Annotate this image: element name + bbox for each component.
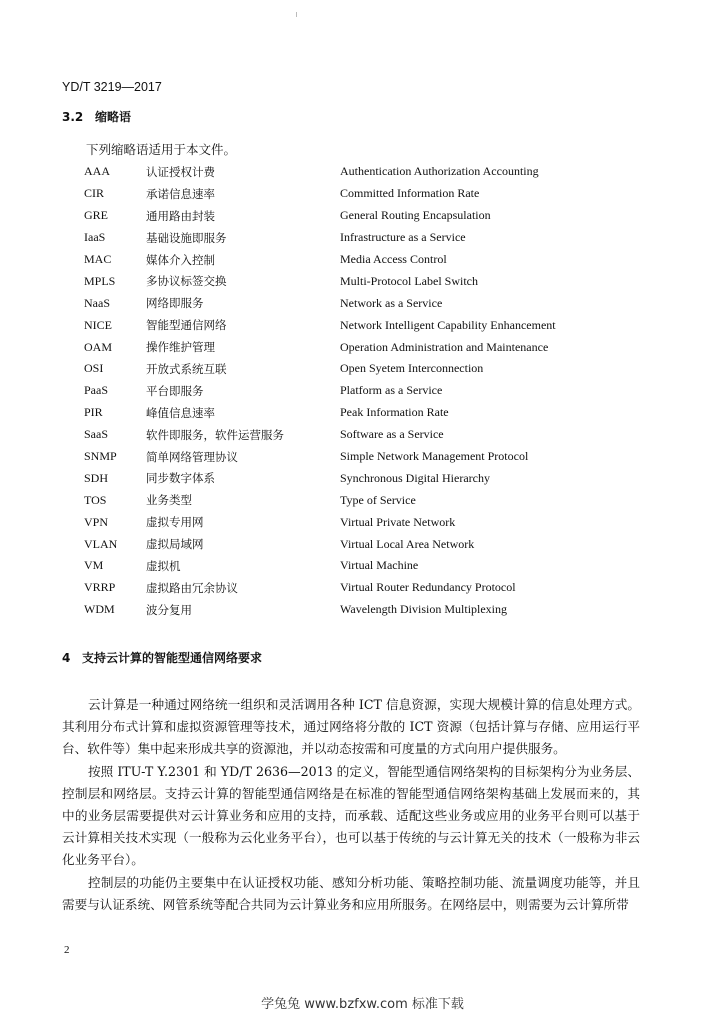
abbreviation-chinese: 波分复用 [146,602,192,617]
abbreviation-row [84,358,556,380]
abbreviation-english: Virtual Local Area Network [340,536,475,551]
abbreviation-term: IaaS [84,230,106,245]
abbreviation-term: MAC [84,252,112,266]
abbreviation-english: Network as a Service [340,295,443,310]
abbreviation-english: Committed Information Rate [340,186,480,201]
section-3-2-heading [62,108,131,125]
abbreviation-chinese: 峰值信息速率 [146,405,215,420]
abbreviation-row [84,205,556,227]
abbreviation-row [84,511,556,533]
abbreviation-english: Infrastructure as a Service [340,230,466,245]
section-number: 3.2 [62,110,84,124]
section-number: 4 [62,651,71,665]
abbreviation-row [84,270,556,292]
abbreviation-term: GRE [84,208,108,223]
abbreviation-term: PaaS [84,383,108,398]
abbreviation-term: SaaS [84,427,108,442]
abbreviation-chinese: 认证授权计费 [146,164,215,179]
abbreviation-english: Virtual Private Network [340,514,456,529]
abbreviation-chinese: 虚拟路由冗余协议 [146,580,238,595]
abbreviation-row [84,249,556,271]
abbreviation-term: AAA [84,164,110,179]
paragraph: 控制层的功能仍主要集中在认证授权功能、感知分析功能、策略控制功能、流量调度功能等，并且需要与认证系统、网管系统等配合共同为云计算业务和应用所服务。在网络层中，则需要为云计算所带 [62,874,640,912]
abbreviation-chinese: 业务类型 [146,493,192,508]
abbreviation-english: Wavelength Division Multiplexing [340,602,508,617]
abbreviation-english: Simple Network Management Protocol [340,449,529,464]
abbreviation-row [84,599,556,621]
abbreviation-term: TOS [84,492,107,507]
scan-mark [296,12,297,17]
abbreviation-english: Synchronous Digital Hierarchy [340,470,490,485]
watermark-footer: 学兔兔 www.bzfxw.com 标准下载 [261,997,464,1012]
abbreviation-english: Platform as a Service [340,383,443,398]
section-4-body [62,694,640,916]
abbreviation-english: Open Syetem Interconnection [340,361,484,376]
abbreviation-row [84,533,556,555]
abbreviation-term: NICE [84,317,112,332]
abbreviation-row [84,336,556,358]
abbreviation-chinese: 虚拟专用网 [146,515,204,530]
abbreviation-term: MPLS [84,273,116,288]
abbreviation-chinese: 软件即服务，软件运营服务 [146,427,284,442]
abbreviation-chinese: 虚拟局域网 [146,537,204,552]
abbreviation-row [84,555,556,577]
abbreviation-term: SNMP [84,449,117,464]
abbreviation-row [84,402,556,424]
abbreviation-english: Authentication Authorization Accounting [340,164,539,179]
abbreviation-chinese: 同步数字体系 [146,471,215,486]
abbreviation-row [84,489,556,511]
abbreviation-term: OSI [84,361,104,376]
paragraph: 按照 ITU-T Y.2301 和 YD/T 2636—2013 的定义，智能型通信网络架构的目标架构分为业务层、控制层和网络层。支持云计算的智能型通信网络是在标准的智能型通信网络架构基础上发展而来的，其中的业务层需要提供对云计算业务和应用的支持，而承载、适配这些业务或应用的业务平台则可以基于云计算相关技术实现（一般称为云化业务平台），也可以基于传统的与云计算无关的技术（一般称为非云化业务平台）。 [62,763,640,868]
abbreviation-term: NaaS [84,295,110,310]
abbreviation-english: Type of Service [340,492,416,507]
abbreviation-chinese: 智能型通信网络 [146,318,227,333]
abbreviation-english: Software as a Service [340,427,444,442]
abbreviation-row [84,446,556,468]
abbreviation-chinese: 网络即服务 [146,296,204,311]
abbreviation-english: Peak Information Rate [340,405,449,420]
abbreviation-chinese: 操作维护管理 [146,340,215,355]
abbreviation-row [84,577,556,599]
abbreviation-english: Virtual Machine [340,558,419,573]
abbreviation-english: Multi-Protocol Label Switch [340,273,478,288]
abbreviation-chinese: 媒体介入控制 [146,252,215,267]
abbreviation-term: VRRP [84,580,116,595]
abbreviation-term: VPN [84,514,109,529]
section-title: 支持云计算的智能型通信网络要求 [82,651,263,665]
abbreviation-row [84,314,556,336]
abbreviation-term: VM [84,558,104,573]
document-code: YD/T 3219—2017 [62,80,162,94]
abbreviation-row [84,380,556,402]
abbreviation-chinese: 开放式系统互联 [146,361,227,376]
abbreviation-chinese: 承诺信息速率 [146,186,215,201]
section-intro: 下列缩略语适用于本文件。 [86,142,237,157]
page-number: 2 [64,944,70,956]
abbreviation-chinese: 简单网络管理协议 [146,449,238,464]
abbreviation-term: VLAN [84,536,118,551]
abbreviation-term: PIR [84,405,103,420]
section-4-heading [62,649,262,666]
paragraph: 云计算是一种通过网络统一组织和灵活调用各种 ICT 信息资源，实现大规模计算的信息处理方式。其利用分布式计算和虚拟资源管理等技术，通过网络将分散的 ICT 资源（包括计算与存储、应用运行平台、软件等）集中起来形成共享的资源池，并以动态按需和可度量的方式向用户提供服务。 [62,697,640,757]
abbreviation-table [84,161,556,621]
abbreviation-term: CIR [84,186,105,201]
abbreviation-chinese: 基础设施即服务 [146,230,227,245]
abbreviation-row [84,161,556,183]
abbreviation-english: Virtual Router Redundancy Protocol [340,580,516,595]
abbreviation-term: SDH [84,470,109,485]
section-title: 缩略语 [95,110,132,124]
abbreviation-english: Operation Administration and Maintenance [340,339,549,354]
abbreviation-chinese: 通用路由封装 [146,208,215,223]
abbreviation-chinese: 虚拟机 [146,558,181,573]
abbreviation-term: OAM [84,339,113,354]
abbreviation-row [84,467,556,489]
abbreviation-row [84,183,556,205]
abbreviation-row [84,292,556,314]
abbreviation-english: Network Intelligent Capability Enhancement [340,317,556,332]
abbreviation-english: General Routing Encapsulation [340,208,491,223]
abbreviation-row [84,424,556,446]
abbreviation-chinese: 多协议标签交换 [146,274,227,289]
abbreviation-chinese: 平台即服务 [146,383,204,398]
abbreviation-row [84,227,556,249]
abbreviation-english: Media Access Control [340,252,447,266]
abbreviation-term: WDM [84,602,115,617]
